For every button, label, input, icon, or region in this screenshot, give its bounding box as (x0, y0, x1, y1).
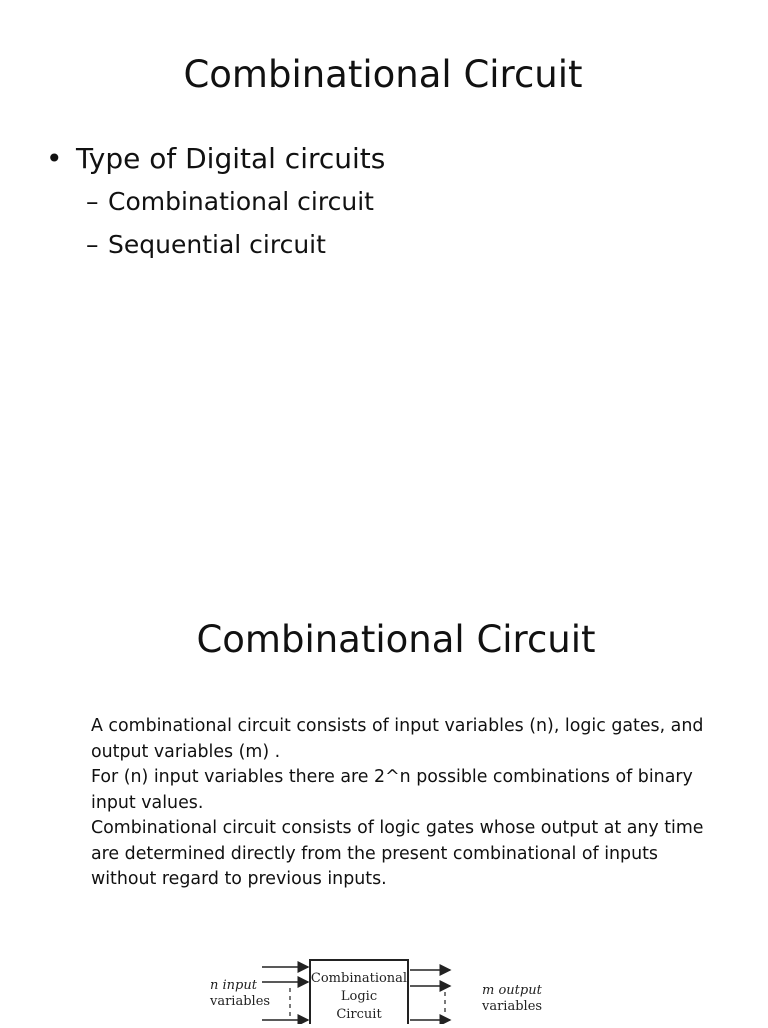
box-label-line-1: Combinational (310, 971, 408, 986)
paragraph-line: output variables (m) . (91, 741, 281, 762)
block-diagram-svg (200, 932, 550, 1024)
slide-2-title: Combinational Circuit (196, 618, 596, 661)
sub-item-text: Sequential circuit (108, 230, 326, 259)
description-paragraph (91, 714, 721, 893)
paragraph-line: are determined directly from the present combinational of inputs (91, 843, 658, 864)
output-label-line-2: variables (482, 999, 543, 1014)
output-label-line-1: m output (482, 983, 542, 998)
sub-item-sequential (86, 230, 326, 259)
paragraph-line: A combinational circuit consists of input variables (n), logic gates, and (91, 716, 704, 736)
slide-1-title: Combinational Circuit (183, 53, 583, 96)
box-label-line-3: Circuit (336, 1007, 382, 1022)
input-label-line-2: variables (210, 994, 271, 1009)
sub-item-combinational (86, 187, 374, 216)
box-label-line-2: Logic (340, 989, 378, 1004)
dash-marker: – (86, 230, 99, 259)
paragraph-line: input values. (91, 792, 204, 813)
bullet-dot: • (46, 142, 63, 175)
paragraph-line: without regard to previous inputs. (91, 869, 387, 889)
bullet-text: Type of Digital circuits (76, 142, 386, 175)
block-diagram (200, 932, 550, 1024)
input-label-line-1: n input (210, 978, 257, 993)
slide-2 (0, 560, 768, 1024)
paragraph-line: Combinational circuit consists of logic gates whose output at any time (91, 818, 704, 838)
paragraph-line: For (n) input variables there are 2^n possible combinations of binary (91, 767, 693, 787)
sub-item-text: Combinational circuit (108, 187, 374, 216)
dash-marker: – (86, 187, 99, 216)
bullet-item (46, 142, 385, 175)
